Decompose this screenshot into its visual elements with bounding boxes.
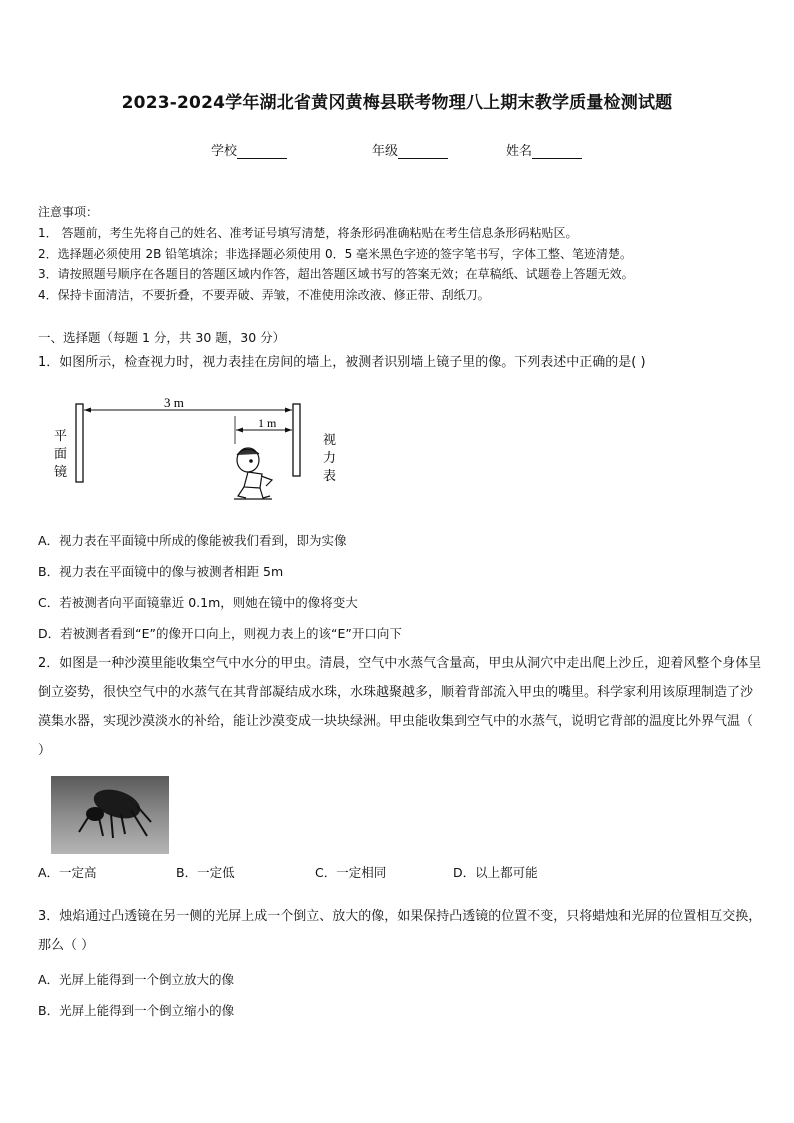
- chart-label-2: 力: [323, 451, 337, 466]
- grade-field: [372, 140, 448, 159]
- school-field: [211, 140, 287, 159]
- grade-blank: [398, 145, 448, 159]
- name-field: [506, 140, 582, 159]
- eye-chart-shape: [293, 404, 300, 476]
- label-3m: 3 m: [164, 395, 184, 410]
- question-3-option-a: A．光屏上能得到一个倒立放大的像: [38, 972, 235, 987]
- question-2-option-d: D．以上都可能: [453, 865, 538, 880]
- question-2-option-a: A．一定高: [38, 865, 97, 880]
- question-1-option-b: B．视力表在平面镜中的像与被测者相距 5m: [38, 564, 284, 579]
- question-2-option-c: C．一定相同: [315, 865, 387, 880]
- question-2-option-b: B．一定低: [176, 865, 235, 880]
- chart-label-3: 表: [323, 469, 337, 484]
- desert-beetle-photo: [51, 776, 169, 854]
- question-2-stem: 2．如图是一种沙漠里能收集空气中水分的甲虫。清晨，空气中水蒸气含量高，甲虫从洞穴中走出爬上沙丘，迎着风整个身体呈倒立姿势，很快空气中的水蒸气在其背部凝结成水珠，水珠越聚越多，顺着背部流入甲虫的嘴里。科学家利用该原理制造了沙漠集水器，实现沙漠淡水的补给，能让沙漠变成一块块绿洲。甲虫能收集到空气中的水蒸气，说明它背部的温度比外界气温（ ）: [38, 656, 762, 758]
- note-item: 3．请按照题号顺序在各题目的答题区域内作答，超出答题区域书写的答案无效；在草稿纸、试题卷上答题无效。: [38, 267, 634, 281]
- mirror-label-3: 镜: [54, 465, 68, 480]
- label-1m: 1 m: [258, 416, 277, 430]
- question-3-stem: 3．烛焰通过凸透镜在另一侧的光屏上成一个倒立、放大的像，如果保持凸透镜的位置不变，只将蜡烛和光屏的位置相互交换，那么（ ）: [38, 909, 762, 953]
- mirror-label-1: 平: [54, 429, 68, 444]
- notes-heading: 注意事项：: [38, 205, 99, 219]
- question-1-option-a: A．视力表在平面镜中所成的像能被我们看到，即为实像: [38, 533, 347, 548]
- school-label: 学校: [211, 144, 238, 159]
- name-label: 姓名: [506, 144, 533, 159]
- eye-test-figure: [48, 392, 348, 510]
- exam-title: 2023-2024学年湖北省黄冈黄梅县联考物理八上期末教学质量检测试题: [121, 93, 673, 113]
- question-1-option-d: D．若被测者看到“E”的像开口向上，则视力表上的该“E”开口向下: [38, 626, 402, 641]
- question-1-stem: 1．如图所示，检查视力时，视力表挂在房间的墙上，被测者识别墙上镜子里的像。下列表述中正确的是( ): [38, 355, 646, 370]
- name-blank: [532, 145, 582, 159]
- school-blank: [237, 145, 287, 159]
- mirror-label-2: 面: [54, 447, 68, 462]
- question-3-option-b: B．光屏上能得到一个倒立缩小的像: [38, 1003, 235, 1018]
- note-item: 4．保持卡面清洁，不要折叠，不要弄破、弄皱，不准使用涂改液、修正带、刮纸刀。: [38, 288, 490, 302]
- question-1-option-c: C．若被测者向平面镜靠近 0.1m，则她在镜中的像将变大: [38, 595, 358, 610]
- person-figure-icon: [234, 448, 272, 499]
- chart-label-1: 视: [323, 433, 337, 448]
- plane-mirror-shape: [76, 404, 83, 482]
- section-heading: 一、选择题（每题 1 分，共 30 题，30 分）: [38, 330, 286, 345]
- grade-label: 年级: [372, 144, 399, 159]
- note-item: 2．选择题必须使用 2B 铅笔填涂；非选择题必须使用 0．5 毫米黑色字迹的签字笔书写，字体工整、笔迹清楚。: [38, 247, 633, 261]
- note-item: 1． 答题前，考生先将自己的姓名、准考证号填写清楚，将条形码准确粘贴在考生信息条形码粘贴区。: [38, 226, 578, 240]
